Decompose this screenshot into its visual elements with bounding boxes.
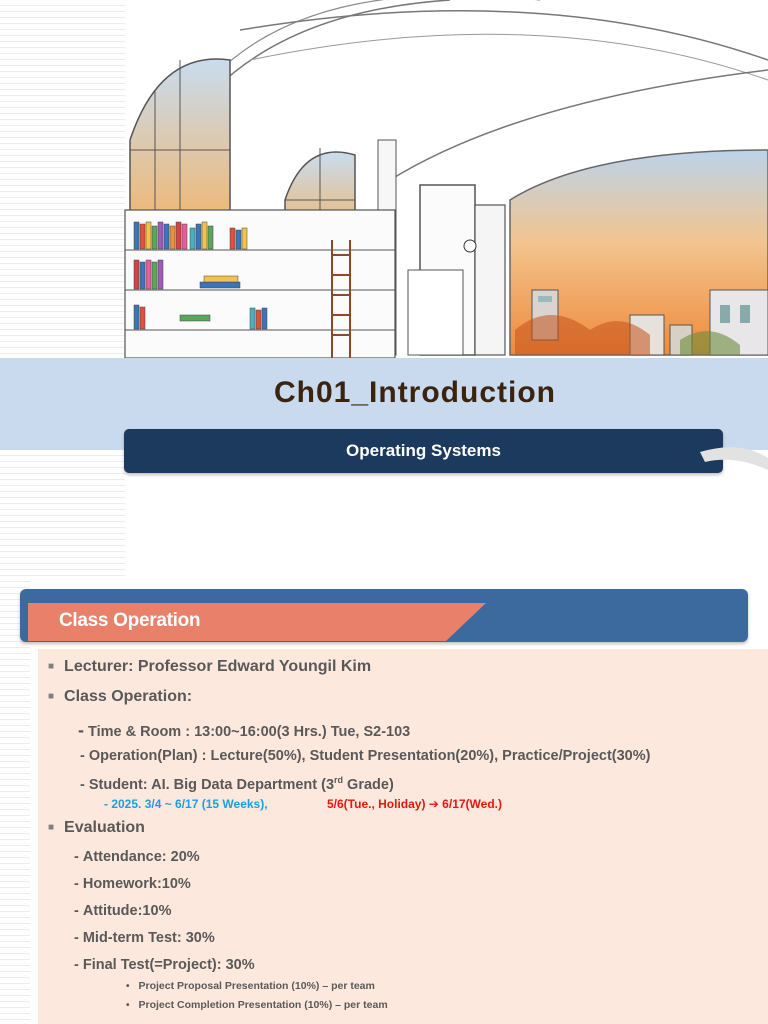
time-room-text: Time & Room : 13:00~16:00(3 Hrs.) Tue, S2-103 [88,724,411,740]
subtitle-bar: Operating Systems [124,429,723,473]
eval-attitude-text: Attitude:10% [82,903,172,919]
evaluation-text: Evaluation [64,819,145,836]
dot-bullet-icon: • [126,981,130,992]
project-proposal-item [126,980,375,992]
square-bullet-icon: ■ [48,661,55,672]
eval-final: - Final Test(=Project): 30% [74,957,255,973]
eval-homework: - Homework:10% [74,876,191,892]
dot-bullet-icon: • [126,1000,130,1011]
eval-midterm-text: Mid-term Test: 30% [82,930,215,946]
student-suffix: Grade) [343,776,394,793]
striped-margin [0,0,125,576]
class-operation-text: Class Operation: [64,688,193,705]
schedule-dates: - 2025. 3/4 ~ 6/17 (15 Weeks), [104,797,268,811]
operation-plan-text: Operation(Plan) : Lecture(50%), Student Presentation(20%), Practice/Project(30%) [88,748,651,764]
square-bullet-icon: ■ [48,822,55,833]
operation-plan-item: - Operation(Plan) : Lecture(50%), Student Presentation(20%), Practice/Project(30%) [80,748,651,764]
eval-attitude: - Attitude:10% [74,903,172,919]
eval-attendance-text: Attendance: 20% [82,849,200,865]
square-bullet-icon: ■ [48,691,55,702]
content-slide [0,576,768,1024]
eval-homework-text: Homework:10% [82,876,191,892]
slide-title: Ch01_Introduction [273,376,556,409]
eval-midterm: - Mid-term Test: 30% [74,930,215,946]
section-title: Class Operation [59,610,201,631]
project-completion-item [126,999,388,1011]
student-item: - Student: AI. Big Data Department (3rd Grade) [80,775,394,793]
swoosh-decoration [680,430,768,480]
time-room-item: - Time & Room : 13:00~16:00(3 Hrs.) Tue, S2-103 [78,720,411,740]
striped-margin [0,576,30,1024]
project-proposal-text: Project Proposal Presentation (10%) – per team [138,980,375,992]
student-text: Student: AI. Big Data Department (3 [88,776,335,793]
class-operation-item [48,688,192,706]
lecturer-item [48,658,371,676]
lecturer-text: Lecturer: Professor Edward Youngil Kim [64,658,372,675]
library-illustration [120,0,768,360]
student-sup: rd [334,775,344,785]
eval-final-text: Final Test(=Project): 30% [82,957,255,973]
schedule-holiday: 5/6(Tue., Holiday) ➔ 6/17(Wed.) [327,797,502,811]
eval-attendance: - Attendance: 20% [74,849,200,865]
project-completion-text: Project Completion Presentation (10%) – per team [138,999,388,1011]
evaluation-item [48,819,145,837]
